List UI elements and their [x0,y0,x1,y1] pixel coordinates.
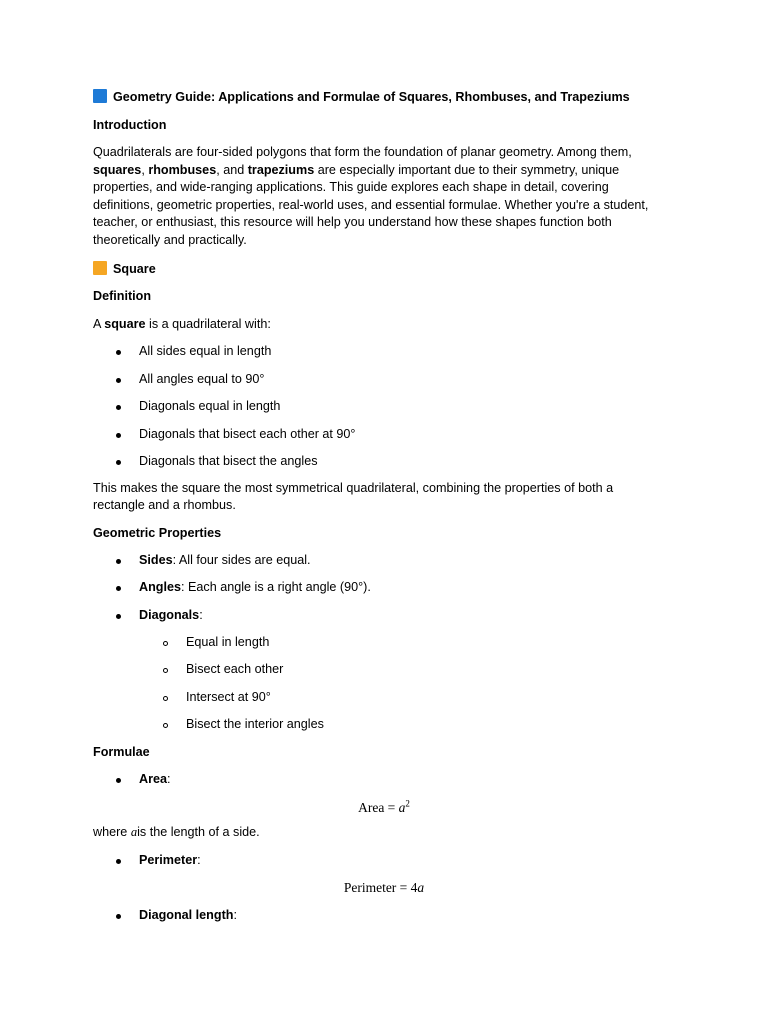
list-item: Diagonals that bisect each other at 90° [139,427,356,441]
bullet [116,778,121,783]
bullet [116,405,121,410]
sub-list-item: Bisect the interior angles [186,717,324,731]
bullet [116,914,121,919]
sub-list-item: Intersect at 90° [186,690,271,704]
sub-bullet [163,668,168,673]
sub-list-item: Equal in length [186,635,270,649]
sub-bullet [163,696,168,701]
formulae-heading: Formulae [93,745,150,759]
intro-line-2: squares, rhombuses, and trapeziums are especially important due to their symmetry, unique [93,163,620,177]
bullet [116,859,121,864]
list-item-sides: Sides: All four sides are equal. [139,553,311,567]
bullet [116,433,121,438]
summary-line-1: This makes the square the most symmetrical quadrilateral, combining the properties of both a [93,481,614,495]
sub-bullet [163,723,168,728]
intro-line-3: properties, and wide-ranging applications. This guide explores each shape in detail, covering [93,180,609,194]
area-equation: Area = $a^2$ [358,798,410,815]
list-item: Diagonals that bisect the angles [139,454,318,468]
bullet [116,586,121,591]
bullet [116,460,121,465]
bullet [116,614,121,619]
intro-line-5: teacher, or enthusiast, this resource will help you understand how these shapes function both [93,215,612,229]
list-item-diagonals: Diagonals: [139,608,203,622]
list-item-perimeter: Perimeter: [139,853,201,867]
geometric-properties-heading: Geometric Properties [93,526,222,540]
list-item: All angles equal to 90° [139,372,265,386]
blue-book-icon [93,89,107,103]
bullet [116,559,121,564]
definition-heading: Definition [93,289,152,303]
orange-square-icon [93,261,107,275]
intro-line-1: Quadrilaterals are four-sided polygons that form the foundation of planar geometry. Among them, [93,145,632,159]
where-line: where ais the length of a side. [93,825,260,839]
list-item-diagonal-length: Diagonal length: [139,908,237,922]
list-item-angles: Angles: Each angle is a right angle (90°). [139,580,371,594]
intro-line-6: theoretically and practically. [93,233,247,247]
bullet [116,378,121,383]
list-item-area: Area: [139,772,171,786]
summary-line-2: rectangle and a rhombus. [93,498,236,512]
sub-bullet [163,641,168,646]
sub-list-item: Bisect each other [186,662,284,676]
document-title: Geometry Guide: Applications and Formulae of Squares, Rhombuses, and Trapeziums [93,89,630,106]
square-heading: Square [93,261,156,278]
bullet [116,350,121,355]
definition-intro: A square is a quadrilateral with: [93,317,271,331]
intro-line-4: definitions, geometric properties, real-world uses, and essential formulae. Whether you're a student, [93,198,649,212]
list-item: All sides equal in length [139,344,272,358]
list-item: Diagonals equal in length [139,399,281,413]
intro-heading: Introduction [93,118,167,132]
perimeter-equation: Perimeter = 4a [343,880,425,895]
